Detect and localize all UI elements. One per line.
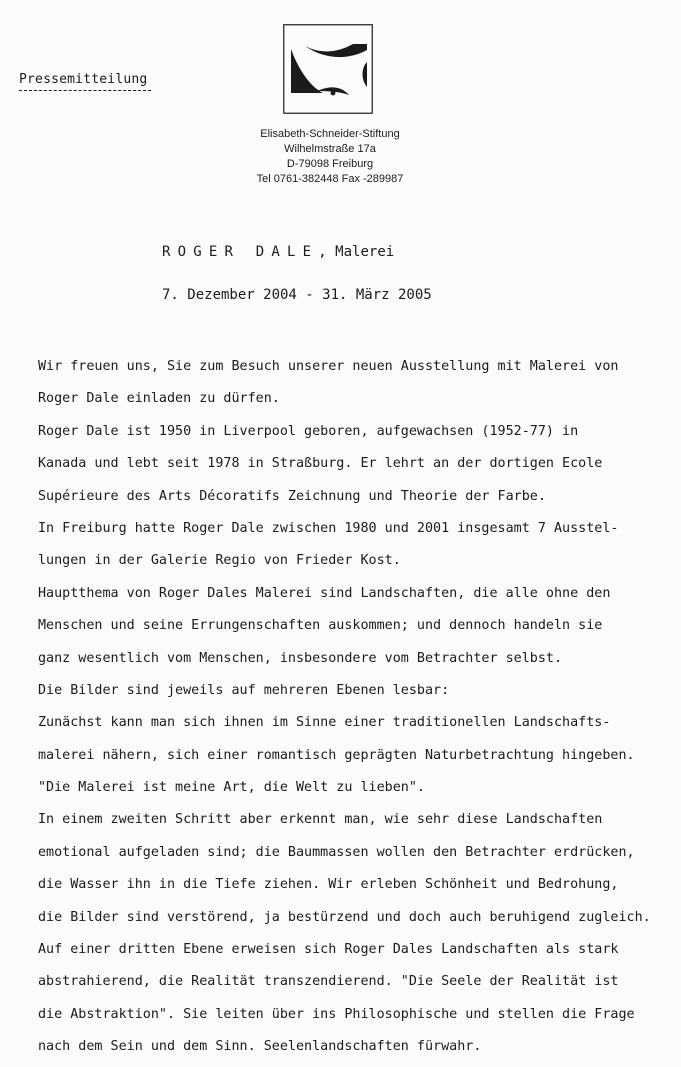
- body-line: die Abstraktion". Sie leiten über ins Philosophische und stellen die Frage: [38, 1006, 635, 1022]
- title-separator: ,: [318, 244, 327, 260]
- body-line: ganz wesentlich vom Menschen, insbesondere vom Betrachter selbst.: [38, 650, 563, 666]
- exhibition-title: [162, 244, 394, 260]
- phone-fax: Tel 0761-382448 Fax -289987: [256, 173, 404, 185]
- body-line: "Die Malerei ist meine Art, die Welt zu lieben".: [38, 780, 425, 796]
- organization-name: Elisabeth-Schneider-Stiftung: [260, 128, 400, 140]
- body-line: Kanada und lebt seit 1978 in Straßburg. Er lehrt an der dortigen Ecole: [38, 456, 603, 472]
- body-line: Auf einer dritten Ebene erweisen sich Roger Dales Landschaften als stark: [38, 942, 619, 958]
- artist-name: ROGER DALE: [162, 244, 319, 260]
- body-line: Menschen und seine Errungenschaften auskommen; und dennoch handeln sie: [38, 618, 603, 634]
- press-release-label: Pressemitteilung: [19, 72, 148, 87]
- city-address: D-79098 Freiburg: [286, 158, 374, 170]
- body-line: In einem zweiten Schritt aber erkennt man, wie sehr diese Landschaften: [38, 812, 603, 828]
- body-line: In Freiburg hatte Roger Dale zwischen 1980 und 2001 insgesamt 7 Ausstel-: [38, 520, 619, 536]
- stiftung-logo-icon: [283, 24, 373, 114]
- body-line: die Wasser ihn in die Tiefe ziehen. Wir erleben Schönheit und Bedrohung,: [38, 877, 619, 893]
- press-release-body: [38, 351, 678, 1064]
- body-line: Die Bilder sind jeweils auf mehreren Ebenen lesbar:: [38, 682, 450, 698]
- exhibition-medium: Malerei: [335, 244, 395, 260]
- body-line: lungen in der Galerie Regio von Frieder Kost.: [38, 553, 401, 569]
- body-line: die Bilder sind verstörend, ja bestürzend und doch auch beruhigend zugleich.: [38, 909, 651, 925]
- exhibition-dates: 7. Dezember 2004 - 31. März 2005: [162, 287, 432, 303]
- body-line: malerei nähern, sich einer romantisch geprägten Naturbetrachtung hingeben.: [38, 747, 635, 763]
- body-line: nach dem Sein und dem Sinn. Seelenlandschaften fürwahr.: [38, 1039, 482, 1055]
- body-line: Roger Dale ist 1950 in Liverpool geboren, aufgewachsen (1952-77) in: [38, 423, 579, 439]
- press-release-underline: [19, 90, 151, 91]
- body-line: Zunächst kann man sich ihnen im Sinne einer traditionellen Landschafts-: [38, 715, 611, 731]
- street-address: Wilhelmstraße 17a: [284, 143, 376, 155]
- body-line: emotional aufgeladen sind; die Baummassen wollen den Betrachter erdrücken,: [38, 844, 635, 860]
- address-block: [220, 127, 440, 187]
- body-line: Supérieure des Arts Décoratifs Zeichnung und Theorie der Farbe.: [38, 488, 546, 504]
- body-line: Hauptthema von Roger Dales Malerei sind Landschaften, die alle ohne den: [38, 585, 611, 601]
- body-line: abstrahierend, die Realität transzendierend. "Die Seele der Realität ist: [38, 974, 619, 990]
- body-line: Wir freuen uns, Sie zum Besuch unserer neuen Ausstellung mit Malerei von: [38, 359, 619, 374]
- body-line: Roger Dale einladen zu dürfen.: [38, 391, 280, 407]
